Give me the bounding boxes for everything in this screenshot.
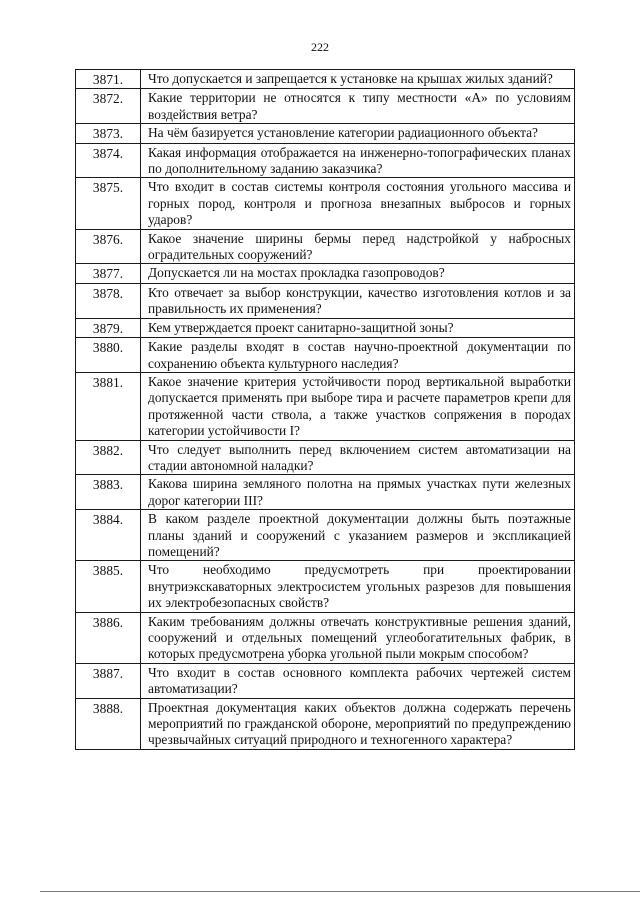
page-bottom-divider	[40, 891, 640, 892]
questions-table-body	[76, 70, 575, 750]
question-number: 3871.	[76, 70, 141, 89]
question-text: Что входит в состав системы контроля состояния угольного массива и горных пород, контроля и прогноза внезапных выбросов и горных ударов?	[141, 178, 575, 229]
question-text: На чём базируется установление категории радиационного объекта?	[141, 124, 575, 143]
table-row	[76, 663, 575, 698]
question-number: 3886.	[76, 612, 141, 663]
question-number: 3874.	[76, 143, 141, 178]
question-text: Что допускается и запрещается к установке на крышах жилых зданий?	[141, 70, 575, 89]
question-text: Что следует выполнить перед включением систем автоматизации на стадии автономной наладки?	[141, 440, 575, 475]
page-number: 222	[311, 40, 329, 54]
table-row	[76, 475, 575, 510]
table-row	[76, 283, 575, 318]
question-text: Какое значение ширины бермы перед надстройкой у набросных оградительных сооружений?	[141, 229, 575, 264]
table-row	[76, 264, 575, 283]
table-row	[76, 612, 575, 663]
question-text: Какое значение критерия устойчивости пород вертикальной выработки допускается применять при выборе тира и расчете параметров крепи для протяженной части ствола, а также участков сопряжения в породах категории устойчивости I?	[141, 372, 575, 440]
table-row	[76, 178, 575, 229]
question-number: 3873.	[76, 124, 141, 143]
question-number: 3880.	[76, 338, 141, 373]
question-number: 3887.	[76, 663, 141, 698]
question-number: 3888.	[76, 698, 141, 749]
question-text: Кем утверждается проект санитарно-защитной зоны?	[141, 318, 575, 337]
question-number: 3877.	[76, 264, 141, 283]
questions-table	[75, 69, 575, 750]
question-text: Какие разделы входят в состав научно-проектной документации по сохранению объекта культурного наследия?	[141, 338, 575, 373]
question-text: Каким требованиям должны отвечать конструктивные решения зданий, сооружений и отдельных помещений углеобогатительных фабрик, в которых предусмотрена уборка угольной пыли мокрым способом?	[141, 612, 575, 663]
table-row	[76, 561, 575, 612]
question-text: Какая информация отображается на инженерно-топографических планах по дополнительному заданию заказчика?	[141, 143, 575, 178]
question-text: Кто отвечает за выбор конструкции, качество изготовления котлов и за правильность их применения?	[141, 283, 575, 318]
question-text: Какова ширина земляного полотна на прямых участках пути железных дорог категории III?	[141, 475, 575, 510]
question-text: Проектная документация каких объектов должна содержать перечень мероприятий по гражданской обороне, мероприятий по предупреждению чрезвычайных ситуаций природного и техногенного характера?	[141, 698, 575, 749]
question-number: 3876.	[76, 229, 141, 264]
question-number: 3882.	[76, 440, 141, 475]
question-number: 3883.	[76, 475, 141, 510]
table-row	[76, 338, 575, 373]
table-row	[76, 440, 575, 475]
question-number: 3885.	[76, 561, 141, 612]
question-number: 3878.	[76, 283, 141, 318]
question-text: В каком разделе проектной документации должны быть поэтажные планы зданий и сооружений с указанием размеров и экспликацией помещений?	[141, 510, 575, 561]
question-text: Что входит в состав основного комплекта рабочих чертежей систем автоматизации?	[141, 663, 575, 698]
table-row	[76, 124, 575, 143]
question-text: Что необходимо предусмотреть при проектировании внутриэкскаваторных электросистем угольных разрезов для повышения их электробезопасных свойств?	[141, 561, 575, 612]
question-number: 3872.	[76, 89, 141, 124]
table-row	[76, 510, 575, 561]
table-row	[76, 372, 575, 440]
question-number: 3884.	[76, 510, 141, 561]
table-row	[76, 143, 575, 178]
table-row	[76, 318, 575, 337]
table-row	[76, 698, 575, 749]
table-row	[76, 89, 575, 124]
question-number: 3875.	[76, 178, 141, 229]
question-text: Допускается ли на мостах прокладка газопроводов?	[141, 264, 575, 283]
table-row	[76, 70, 575, 89]
table-row	[76, 229, 575, 264]
question-text: Какие территории не относятся к типу местности «А» по условиям воздействия ветра?	[141, 89, 575, 124]
question-number: 3879.	[76, 318, 141, 337]
question-number: 3881.	[76, 372, 141, 440]
